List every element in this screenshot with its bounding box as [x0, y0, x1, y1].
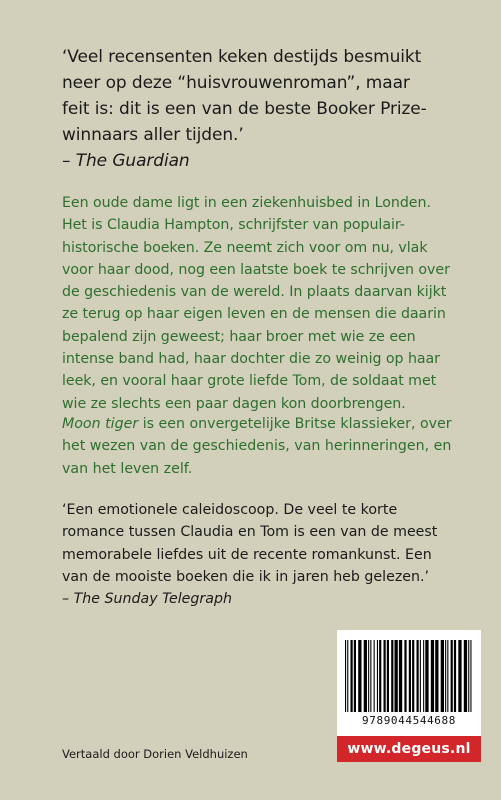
book-tagline: [62, 413, 482, 480]
barcode-bar: [399, 640, 402, 712]
quote-line: neer op deze “huisvrouwenroman”, maar: [62, 73, 410, 93]
guardian-quote: [62, 44, 482, 174]
summary-line: de geschiedenis van de wereld. In plaats daarvan kijkt: [62, 284, 447, 301]
barcode-bar: [364, 640, 367, 712]
summary-line: Het is Claudia Hampton, schrijfster van populair-: [62, 217, 405, 234]
book-summary: [62, 192, 482, 415]
barcode-bar: [358, 640, 361, 712]
barcode-bar: [351, 640, 353, 712]
barcode-bar: [370, 640, 371, 712]
publisher-website[interactable]: www.degeus.nl: [337, 736, 481, 762]
barcode-bar: [395, 640, 398, 712]
summary-line: intense band had, haar dochter die zo weinig op haar: [62, 351, 440, 368]
summary-line: wie ze slechts een paar dagen kon doorbrengen.: [62, 395, 406, 412]
barcode-bar: [447, 640, 448, 712]
quote-source: [62, 148, 482, 174]
barcode-bar: [412, 640, 414, 712]
barcode-bar: [374, 640, 375, 712]
source-dash: –: [62, 591, 74, 608]
barcode-bar: [431, 640, 434, 712]
isbn-number: 9789044544688: [362, 714, 456, 727]
barcode-bar: [391, 640, 393, 712]
barcode-bar: [470, 640, 471, 712]
summary-line: voor haar dood, nog een laatste boek te schrijven over: [62, 261, 450, 278]
source-name: The Sunday Telegraph: [73, 591, 232, 608]
barcode-bar: [458, 640, 461, 712]
barcode-bar: [445, 640, 446, 712]
barcode-bar: [409, 640, 411, 712]
barcode-bar: [468, 640, 469, 712]
barcode-bar: [387, 640, 389, 712]
barcode-bar: [354, 640, 356, 712]
barcode-bar: [451, 640, 453, 712]
barcode-bar: [368, 640, 369, 712]
quote-line: romance tussen Claudia en Tom is een van de meest: [62, 524, 438, 541]
book-title: Moon tiger: [62, 416, 139, 432]
source-name: The Guardian: [75, 151, 190, 171]
barcode-bar: [417, 640, 419, 712]
barcode-bar: [420, 640, 421, 712]
quote-line: feit is: dit is een van de beste Booker Prize-: [62, 99, 427, 119]
quote-line: ‘Een emotionele caleidoscoop. De veel te korte: [62, 502, 398, 518]
tagline-line: het wezen van de geschiedenis, van herinneringen, en: [62, 438, 452, 455]
quote-line: memorabele liefdes uit de recente romankunst. Een: [62, 546, 432, 563]
barcode-bar: [435, 640, 438, 712]
barcode-bar: [441, 640, 444, 712]
quote-line: winnaars aller tijden.’: [62, 125, 244, 145]
summary-line: historische boeken. Ze neemt zich voor om nu, vlak: [62, 239, 428, 256]
barcode-bars: [337, 630, 481, 714]
source-dash: –: [62, 151, 76, 171]
quote-line: van de mooiste boeken die ik in jaren heb gelezen.’: [62, 568, 430, 585]
summary-line: Een oude dame ligt in een ziekenhuisbed in Londen.: [62, 195, 431, 211]
barcode-bar: [464, 640, 467, 712]
barcode-bar: [425, 640, 428, 712]
barcode-bar: [454, 640, 456, 712]
barcode-bar: [345, 640, 346, 712]
barcode-bar: [347, 640, 348, 712]
tagline-line: is een onvergetelijke Britse klassieker, over: [138, 416, 452, 432]
barcode-bar: [377, 640, 378, 712]
barcode-bar: [379, 640, 381, 712]
tagline-line: van het leven zelf.: [62, 460, 193, 477]
barcode-bar: [404, 640, 406, 712]
isbn-barcode: [337, 630, 481, 736]
summary-line: ze terug op haar eigen leven en de mensen die daarin: [62, 306, 446, 323]
translator-credit: Vertaald door Dorien Veldhuizen: [62, 747, 248, 761]
barcode-bar: [423, 640, 424, 712]
summary-line: bepalend zijn geweest; haar broer met wie ze een: [62, 328, 416, 345]
quote-source: [62, 588, 482, 610]
telegraph-quote: [62, 499, 482, 610]
barcode-bar: [384, 640, 386, 712]
quote-line: ‘Veel recensenten keken destijds besmuikt: [62, 47, 422, 67]
summary-line: leek, en vooral haar grote liefde Tom, de soldaat met: [62, 373, 437, 390]
